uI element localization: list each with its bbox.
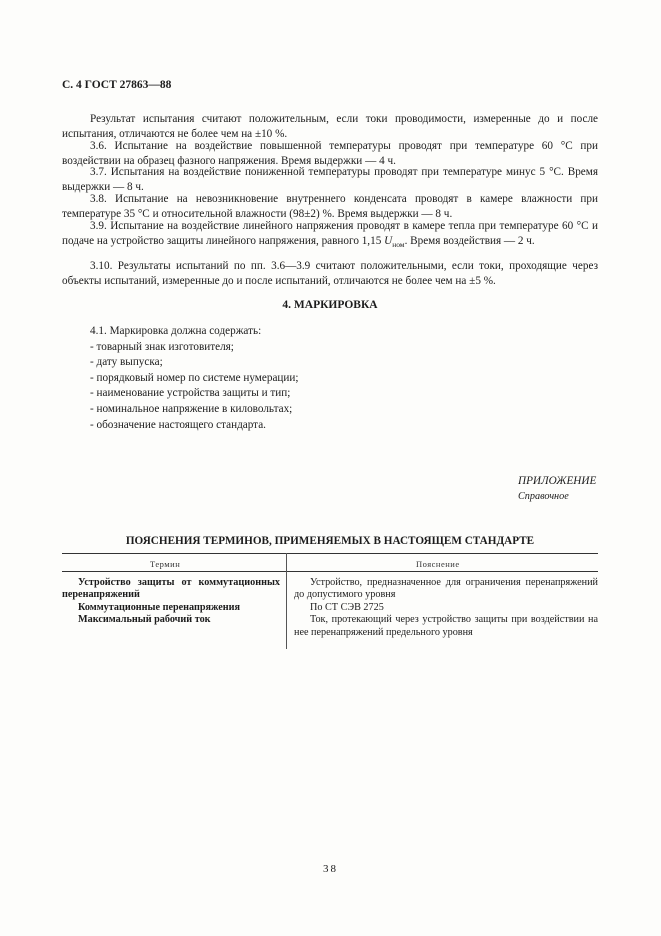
list-item: - товарный знак изготовителя; — [90, 340, 234, 353]
appendix-subtitle: Справочное — [518, 491, 569, 502]
page-header: С. 4 ГОСТ 27863—88 — [62, 79, 172, 91]
paragraph-3-7: 3.7. Испытания на воздействие пониженной температуры проводят при температуре минус 5 °С. Время выдержки — 8 ч. — [62, 166, 598, 193]
explanations-column — [294, 577, 598, 639]
list-item: - обозначение настоящего стандарта. — [90, 418, 266, 431]
column-header-term: Термин — [150, 559, 181, 569]
table-row-term: Коммутационные перенапряжения — [78, 601, 241, 613]
table-row-term: Устройство защиты от коммутационных перенапряжений — [62, 577, 280, 601]
list-item: - номинальное напряжение в киловольтах; — [90, 402, 293, 415]
table-row-explanation: Устройство, предназначенное для ограничения перенапряжений до допустимого уровня — [294, 577, 598, 601]
paragraph-3-10: 3.10. Результаты испытаний по пп. 3.6—3.9 считают положительными, если токи, проходящие через объекты испытаний, измеренные до и после испытаний, отличаются не более чем на ±5 %. — [62, 260, 598, 287]
appendix-label — [518, 474, 596, 504]
table-title: ПОЯСНЕНИЯ ТЕРМИНОВ, ПРИМЕНЯЕМЫХ В НАСТОЯЩЕМ СТАНДАРТЕ — [125, 535, 535, 547]
marking-list — [90, 324, 298, 433]
paragraph-3-6: 3.6. Испытание на воздействие повышенной температуры проводят при температуре 60 °С при воздействии на образец фазного напряжения. Время выдержки — 4 ч. — [62, 140, 598, 167]
section-title-marking: 4. МАРКИРОВКА — [282, 299, 378, 311]
list-item: 4.1. Маркировка должна содержать: — [90, 325, 262, 337]
table-top-rule — [62, 553, 598, 554]
column-header-explanation: Пояснение — [416, 559, 460, 569]
table-row-explanation: По СТ СЭВ 2725 — [310, 601, 384, 613]
table-row-term: Максимальный рабочий ток — [78, 614, 211, 626]
terms-column — [62, 577, 280, 627]
table-column-divider — [286, 553, 287, 649]
list-item: - наименование устройства защиты и тип; — [90, 387, 291, 400]
paragraph-result: Результат испытания считают положительным, если токи проводимости, измеренные до и после испытания, отличаются не более чем на ±10 %. — [62, 113, 598, 140]
table-header-rule — [62, 571, 598, 572]
paragraph-3-8: 3.8. Испытание на невозникновение внутреннего конденсата проводят в камере влажности при температуре 35 °С и относительной влажности (98±2) %. Время выдержки — 8 ч. — [62, 193, 598, 220]
list-item: - порядковый номер по системе нумерации; — [90, 371, 299, 384]
paragraph-3-9: 3.9. Испытание на воздействие линейного напряжения проводят в камере тепла при температуре 60 °С и подаче на устройство защиты линейного напряжения, равного 1,15 $U_{ном}$. Время воздействия — 2 ч. — [62, 220, 598, 250]
appendix-title: ПРИЛОЖЕНИЕ — [518, 475, 597, 487]
page-number: 38 — [323, 863, 338, 875]
list-item: - дату выпуска; — [90, 356, 163, 369]
table-row-explanation: Ток, протекающий через устройство защиты при воздействии на нее перенапряжений предельного уровня — [294, 614, 598, 638]
